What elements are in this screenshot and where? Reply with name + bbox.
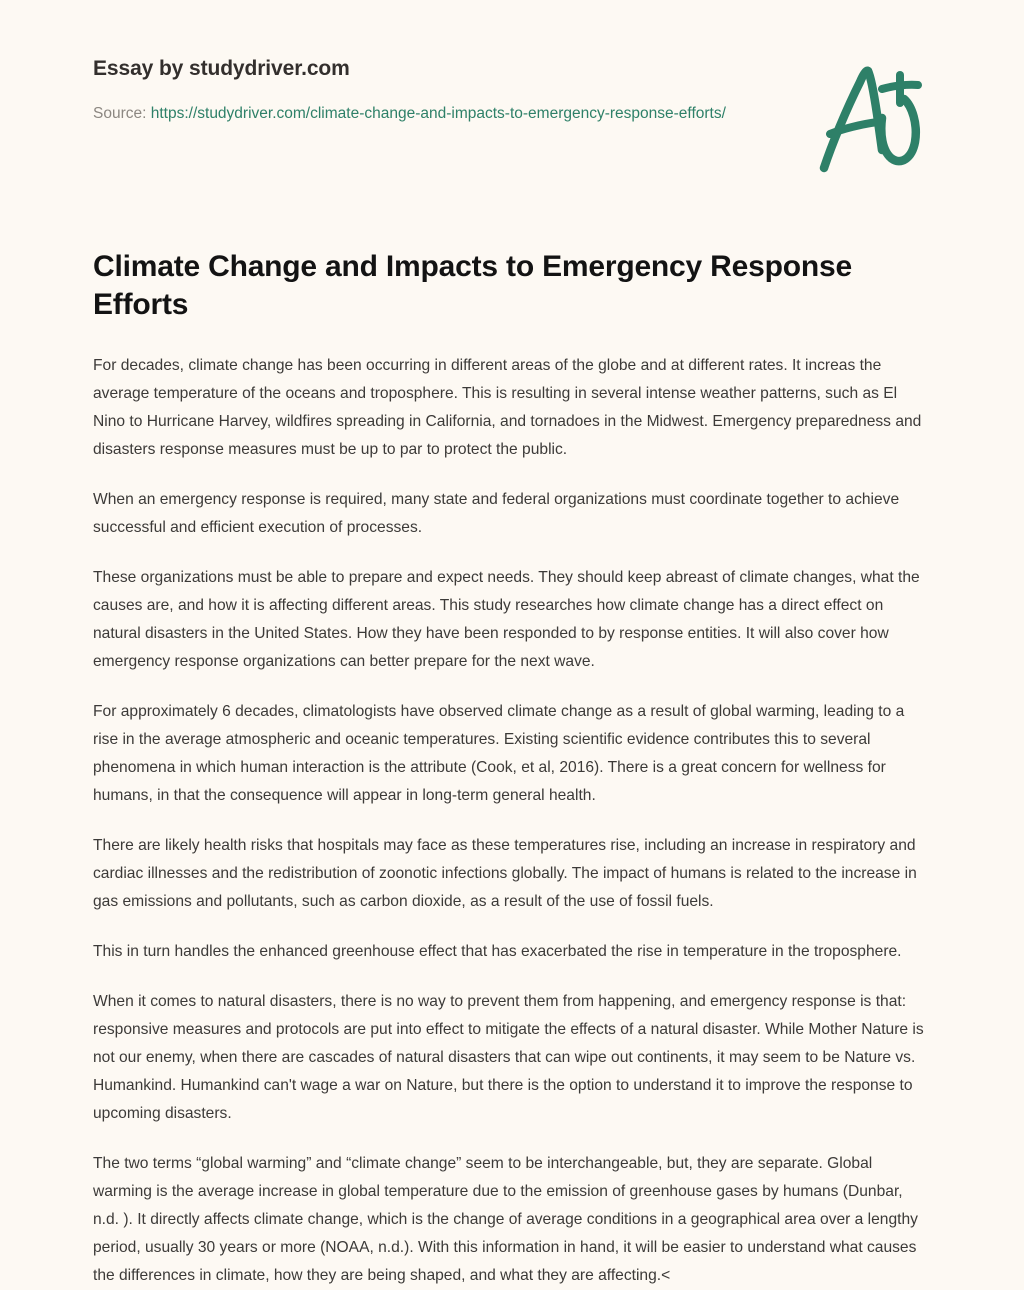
paragraph: For decades, climate change has been occurring in different areas of the globe and at different rates. It increas the average temperature of the oceans and troposphere. This is resulting in several intense weather patterns, such as El Nino to Hurricane Harvey, wildfires spreading in California, and tornadoes in the Midwest. Emergency preparedness and disasters response measures must be up to par to protect the public. <box>93 357 922 458</box>
essay-body <box>93 352 931 1290</box>
page-title: Climate Change and Impacts to Emergency Response Efforts <box>93 250 852 321</box>
source-label: Source: <box>93 105 147 123</box>
paragraph: When it comes to natural disasters, there is no way to prevent them from happening, and emergency response is that: responsive measures and protocols are put into effect to mitigate the effects of a natural disaster. While Mother Nature is not our enemy, when there are cascades of natural disasters that can wipe out continents, it may seem to be Nature vs. Humankind. Humankind can't wage a war on Nature, but there is the option to understand it to improve the response to upcoming disasters. <box>93 993 924 1122</box>
brand-title: Essay by studydriver.com <box>93 57 350 80</box>
paragraph: This in turn handles the enhanced greenhouse effect that has exacerbated the rise in temperature in the troposphere. <box>93 943 902 960</box>
paragraph: These organizations must be able to prepare and expect needs. They should keep abreast of climate changes, what the causes are, and how it is affecting different areas. This study researches how climate change has a direct effect on natural disasters in the United States. How they have been responded to by response entities. It will also cover how emergency response organizations can better prepare for the next wave. <box>93 569 920 670</box>
paragraph: There are likely health risks that hospitals may face as these temperatures rise, including an increase in respiratory and cardiac illnesses and the redistribution of zoonotic infections globally. The impact of humans is related to the increase in gas emissions and pollutants, such as carbon dioxide, as a result of the use of fossil fuels. <box>93 837 917 910</box>
paragraph: The two terms “global warming” and “climate change” seem to be interchangeable, but, they are separate. Global warming is the average increase in global temperature due to the emission of greenhouse gases by humans (Dunbar, n.d. ). It directly affects climate change, which is the change of average conditions in a geographical area over a lengthy period, usually 30 years or more (NOAA, n.d.). With this information in hand, it will be easier to understand what causes the differences in climate, how they are being shaped, and what they are affecting.< <box>93 1155 918 1284</box>
paragraph: For approximately 6 decades, climatologists have observed climate change as a result of global warming, leading to a rise in the average atmospheric and oceanic temperatures. Existing scientific evidence contributes this to several phenomena in which human interaction is the attribute (Cook, et al, 2016). There is a great concern for wellness for humans, in that the consequence will appear in long-term general health. <box>93 703 905 804</box>
document-header <box>93 56 933 127</box>
a-plus-logo-icon <box>812 58 934 176</box>
source-line <box>93 100 753 127</box>
source-url-link[interactable]: https://studydriver.com/climate-change-and-impacts-to-emergency-response-efforts/ <box>150 105 726 123</box>
paragraph: When an emergency response is required, many state and federal organizations must coordinate together to achieve successful and efficient execution of processes. <box>93 491 900 536</box>
